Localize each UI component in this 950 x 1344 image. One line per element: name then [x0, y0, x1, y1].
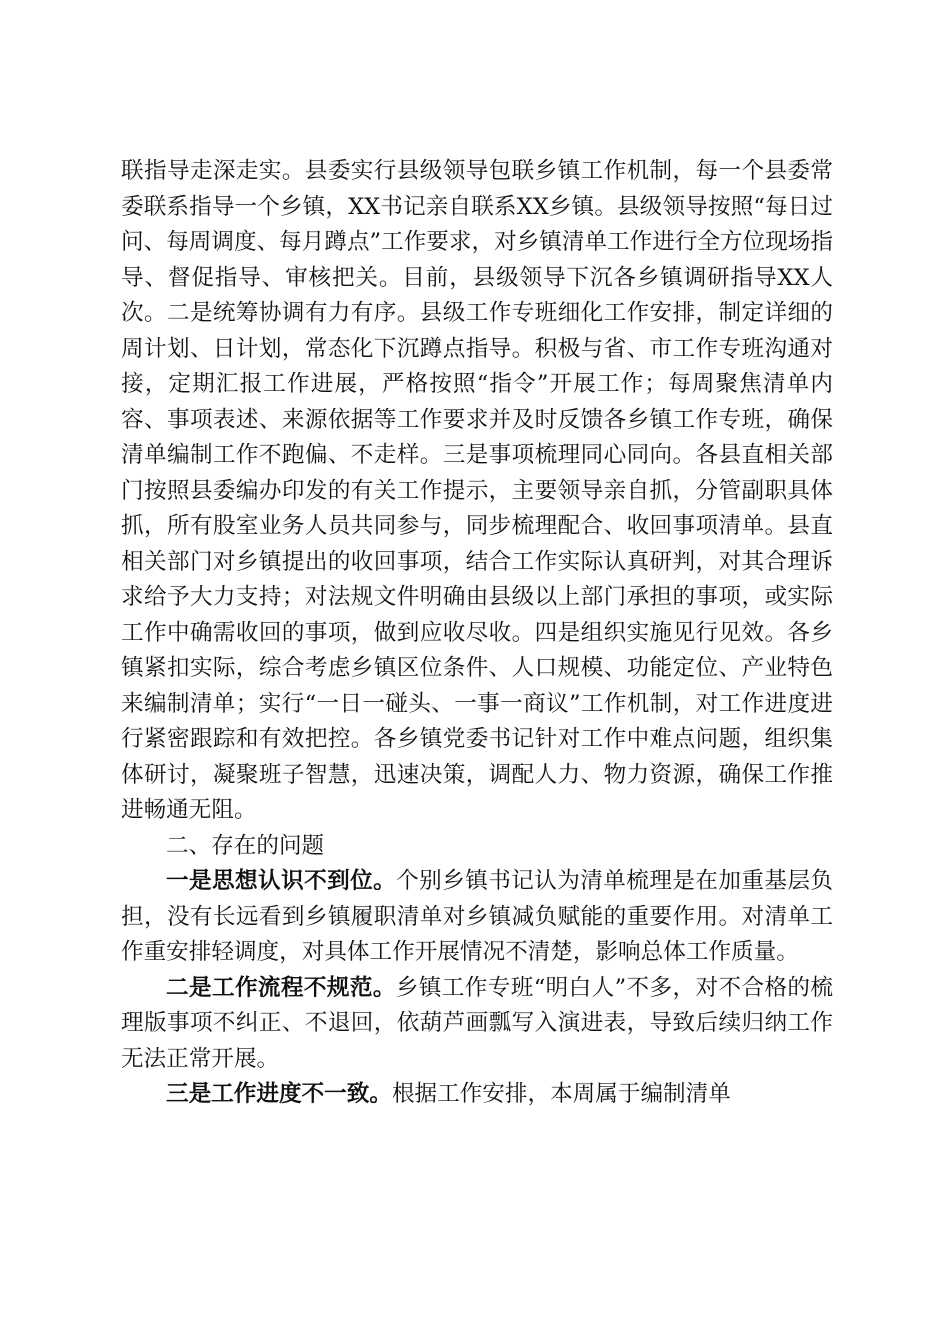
- issue-lead: 三是工作进度不一致。: [166, 1081, 392, 1107]
- issue-text: 根据工作安排，本周属于编制清单: [391, 1081, 731, 1107]
- issue-lead: 一是思想认识不到位。: [166, 868, 397, 894]
- issue-text: 乡镇工作专班“明白人”不多，对不合格的梳理版事项不纠正、不退回，依葫芦画瓢写入演进表，导致后续归纳工作无法正常开展。: [121, 974, 833, 1072]
- issue-lead: 二是工作流程不规范。: [166, 974, 396, 1001]
- issue-paragraph-2: [121, 971, 833, 1078]
- section-heading: 二、存在的问题: [166, 832, 325, 859]
- issue-text: 个别乡镇书记认为清单梳理是在加重基层负担，没有长远看到乡镇履职清单对乡镇减负赋能的重要作用。对清单工作重安排轻调度，对具体工作开展情况不清楚，影响总体工作质量。: [121, 868, 834, 965]
- issue-paragraph-3: [121, 1077, 833, 1113]
- body-paragraph: 联指导走深走实。县委实行县级领导包联乡镇工作机制，每一个县委常委联系指导一个乡镇，XX书记亲自联系XX乡镇。县级领导按照“每日过问、每周调度、每月蹲点”工作要求，对乡镇清单工作进行全方位现场指导、督促指导、审核把关。目前，县级领导下沉各乡镇调研指导XX人次。二是统筹协调有力有序。县级工作专班细化工作安排，制定详细的周计划、日计划，常态化下沉蹲点指导。积极与省、市工作专班沟通对接，定期汇报工作进展，严格按照“指令”开展工作；每周聚焦清单内容、事项表述、来源依据等工作要求并及时反馈各乡镇工作专班，确保清单编制工作不跑偏、不走样。三是事项梳理同心同向。各县直相关部门按照县委编办印发的有关工作提示，主要领导亲自抓，分管副职具体抓，所有股室业务人员共同参与，同步梳理配合、收回事项清单。县直相关部门对乡镇提出的收回事项，结合工作实际认真研判，对其合理诉求给予大力支持；对法规文件明确由县级以上部门承担的事项，或实际工作中确需收回的事项，做到应收尽收。四是组织实施见行见效。各乡镇紧扣实际，综合考虑乡镇区位条件、人口规模、功能定位、产业特色来编制清单；实行“一日一碰头、一事一商议”工作机制，对工作进度进行紧密跟踪和有效把控。各乡镇党委书记针对工作中难点问题，组织集体研讨，凝聚班子智慧，迅速决策，调配人力、物力资源，确保工作推进畅通无阻。: [121, 158, 833, 823]
- document-body: [121, 154, 833, 1113]
- issue-paragraph-1: [121, 864, 833, 971]
